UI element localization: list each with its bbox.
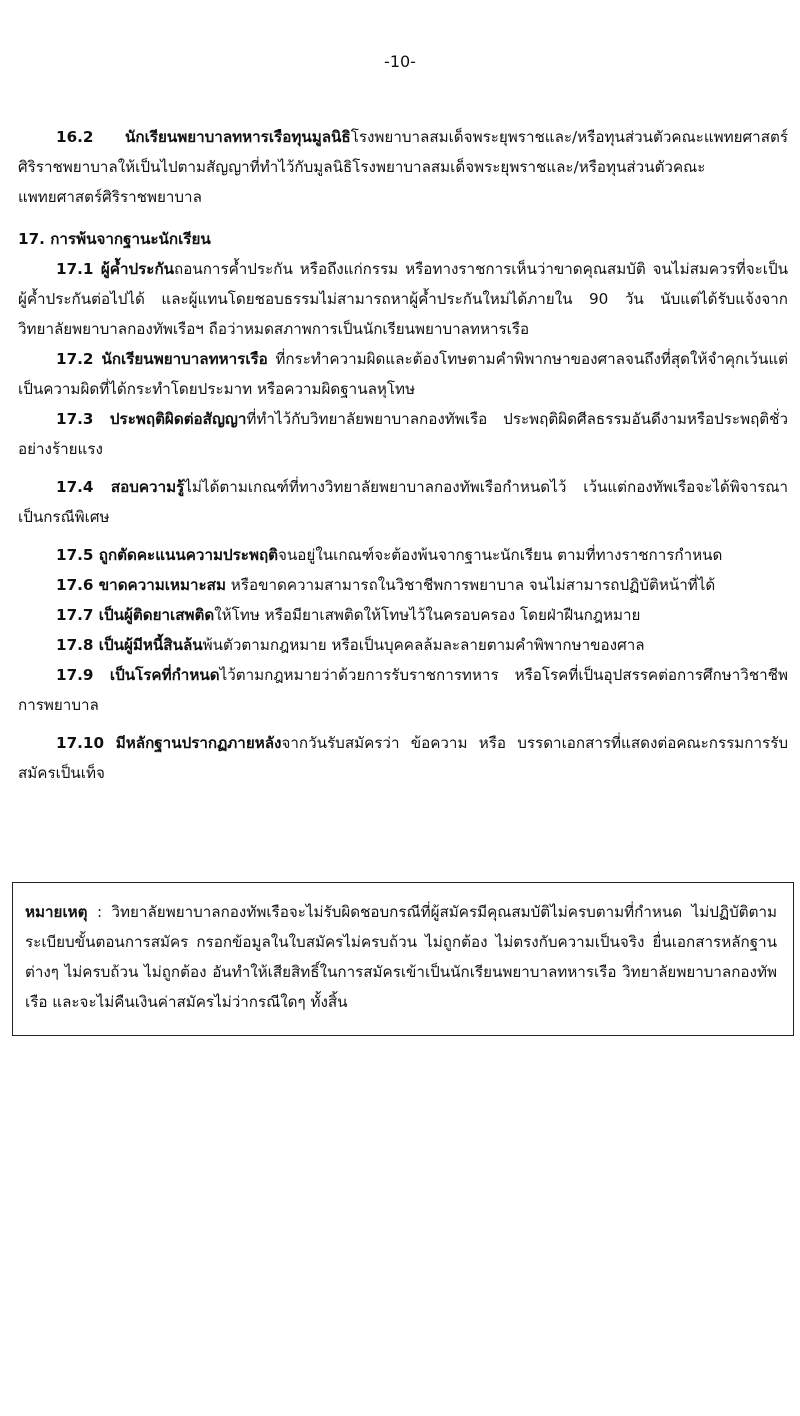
paragraph-text: ไว้ตามกฎหมายว่าด้วยการรับราชการทหาร หรือโรคที่เป็นอุปสรรคต่อการศึกษาวิชาชีพการพยาบาล [18,666,788,714]
paragraph-number: 17.9 [56,666,94,684]
paragraph-text: จนอยู่ในเกณฑ์จะต้องพ้นจากฐานะนักเรียน ตามที่ทางราชการกำหนด [278,546,723,564]
paragraph-text: ให้โทษ หรือมียาเสพติดให้โทษไว้ในครอบครอง โดยฝ่าฝืนกฎหมาย [214,606,641,624]
paragraph-bold-lead: เป็นผู้ติดยาเสพติด [98,606,215,624]
paragraph-number: 17.6 [56,576,94,594]
paragraph-number: 17.1 [56,260,94,278]
page-number: -10- [384,52,416,71]
note-label: หมายเหตุ [25,903,88,921]
paragraph-bold-lead: ถูกตัดคะแนนความประพฤติ [98,546,279,564]
paragraph-bold-lead: มีหลักฐานปรากฏภายหลัง [115,734,282,752]
document-body [18,122,788,788]
paragraph-bold-lead: นักเรียนพยาบาลทหารเรือ [101,350,268,368]
paragraph-17-2 [18,344,788,404]
paragraph-text: ไม่ได้ตามเกณฑ์ที่ทางวิทยาลัยพยาบาลกองทัพเรือกำหนดไว้ เว้นแต่กองทัพเรือจะได้พิจารณาเป็นกรณีพิเศษ [18,478,788,526]
paragraph-number: 17.7 [56,606,94,624]
paragraph-17-3 [18,404,788,464]
paragraph-bold-lead: ประพฤติผิดต่อสัญญา [109,410,247,428]
paragraph-number: 17.2 [56,350,94,368]
paragraph-bold-lead: เป็นผู้มีหนี้สินล้น [98,636,203,654]
paragraph-bold-lead: สอบความรู้ [110,478,185,496]
paragraph-17-1 [18,254,788,344]
paragraph-bold-lead: ผู้ค้ำประกัน [100,260,175,278]
paragraph-number: 16.2 [56,128,94,146]
paragraph-text: หรือขาดความสามารถในวิชาชีพการพยาบาล จนไม่สามารถปฏิบัติหน้าที่ได้ [225,576,716,594]
note-paragraph [25,897,777,1017]
paragraph-16-2 [18,122,788,212]
paragraph-number: 17.8 [56,636,94,654]
paragraph-text: จากวันรับสมัครว่า ข้อความ หรือ บรรดาเอกสารที่แสดงต่อคณะกรรมการรับสมัครเป็นเท็จ [18,734,788,782]
paragraph-number: 17.4 [56,478,94,496]
paragraph-17-10 [18,728,788,788]
paragraph-17-5 [18,540,788,570]
note-box [12,882,794,1036]
paragraph-text: ที่ทำไว้กับวิทยาลัยพยาบาลกองทัพเรือ ประพฤติผิดศีลธรรมอันดีงามหรือประพฤติชั่วอย่างร้ายแรง [18,410,788,458]
paragraph-17-8 [18,630,788,660]
note-text: : วิทยาลัยพยาบาลกองทัพเรือจะไม่รับผิดชอบกรณีที่ผู้สมัครมีคุณสมบัติไม่ครบตามที่กำหนด ไม่ปฏิบัติตามระเบียบขั้นตอนการสมัคร กรอกข้อมูลในใบสมัครไม่ครบถ้วน ไม่ถูกต้อง ไม่ตรงกับความเป็นจริง ยื่นเอกสารหลักฐานต่างๆ ไม่ครบถ้วน ไม่ถูกต้อง อันทำให้เสียสิทธิ์ในการสมัครเข้าเป็นนักเรียนพยาบาลทหารเรือ วิทยาลัยพยาบาลกองทัพเรือ และจะไม่คืนเงินค่าสมัครไม่ว่ากรณีใดๆ ทั้งสิ้น [25,903,777,1011]
paragraph-text: ถอนการค้ำประกัน หรือถึงแก่กรรม หรือทางราชการเห็นว่าขาดคุณสมบัติ จนไม่สมควรที่จะเป็นผู้ค้ำประกันต่อไปได้ และผู้แทนโดยชอบธรรมไม่สามารถหาผู้ค้ำประกันใหม่ได้ภายใน 90 วัน นับแต่ได้รับแจ้งจากวิทยาลัยพยาบาลกองทัพเรือฯ ถือว่าหมดสภาพการเป็นนักเรียนพยาบาลทหารเรือ [18,260,788,338]
paragraph-number: 17.3 [56,410,94,428]
paragraph-bold-lead: ขาดความเหมาะสม [98,576,226,594]
paragraph-bold-lead: นักเรียนพยาบาลทหารเรือทุนมูลนิธิ [125,128,351,146]
paragraph-text: ที่กระทำความผิดและต้องโทษตามคำพิพากษาของศาลจนถึงที่สุดให้จำคุกเว้นแต่เป็นความผิดที่ได้กระทำโดยประมาท หรือความผิดฐานลหุโทษ [18,350,788,398]
paragraph-bold-lead: เป็นโรคที่กำหนด [109,666,220,684]
paragraph-text: โรงพยาบาลสมเด็จพระยุพราชและ/หรือทุนส่วนตัวคณะแพทยศาสตร์ศิริราชพยาบาลให้เป็นไปตามสัญญาที่ทำไว้กับมูลนิธิโรงพยาบาลสมเด็จพระยุพราชและ/หรือทุนส่วนตัวคณะแพทยศาสตร์ศิริราชพยาบาล [18,128,788,206]
paragraph-text: พ้นตัวตามกฎหมาย หรือเป็นบุคคลล้มละลายตามคำพิพากษาของศาล [202,636,645,654]
paragraph-17-7 [18,600,788,630]
paragraph-17-9 [18,660,788,720]
paragraph-17-6 [18,570,788,600]
paragraph-number: 17.5 [56,546,94,564]
section-17-heading: 17. การพ้นจากฐานะนักเรียน [18,230,211,248]
paragraph-number: 17.10 [56,734,105,752]
paragraph-17-4 [18,472,788,532]
